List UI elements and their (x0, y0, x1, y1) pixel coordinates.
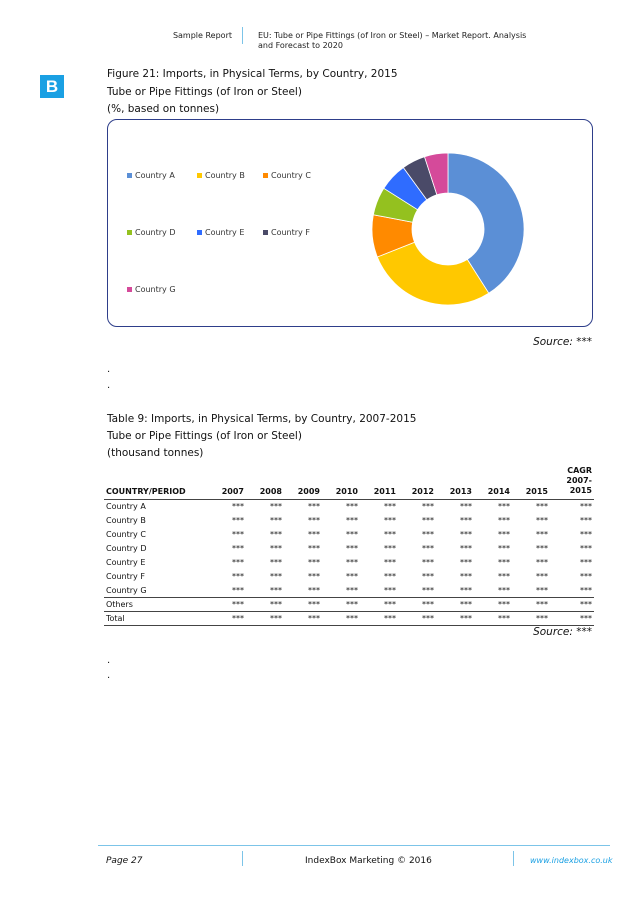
legend-label: Country B (205, 171, 245, 180)
table-cell: *** (580, 544, 592, 553)
header-title-line-1: EU: Tube or Pipe Fittings (of Iron or Steel) – Market Report. Analysis (258, 31, 527, 40)
table-caption-title: Table 9: Imports, in Physical Terms, by Country, 2007-2015 (107, 413, 417, 425)
table-source: Source: *** (533, 626, 592, 638)
table-cell: *** (580, 572, 592, 581)
table-cell: *** (536, 600, 548, 609)
table-cell: *** (498, 530, 510, 539)
table-cell: *** (270, 600, 282, 609)
footer-rule (98, 845, 610, 846)
row-label: Country A (106, 502, 146, 512)
table-row (104, 528, 594, 542)
legend-swatch (263, 230, 268, 235)
table-cell: *** (346, 530, 358, 539)
table-cell: *** (422, 530, 434, 539)
table-cell: *** (346, 585, 358, 595)
table-cell: *** (422, 600, 434, 609)
table-cell: *** (270, 544, 282, 553)
table-cell: *** (384, 572, 396, 581)
column-header-year: 2011 (373, 487, 396, 496)
legend-item (197, 171, 245, 180)
column-header-year: 2015 (525, 487, 548, 496)
header-title-line-2: and Forecast to 2020 (258, 41, 343, 50)
column-header-country: COUNTRY/PERIOD (106, 487, 186, 496)
donut-hole (412, 193, 484, 265)
table-cell: *** (498, 502, 510, 512)
table-cell: *** (232, 502, 244, 512)
legend-swatch (127, 173, 132, 178)
table-cell: *** (460, 585, 472, 595)
table-cell: *** (422, 558, 434, 567)
table-cell: *** (308, 516, 320, 525)
table-cell: *** (460, 600, 472, 609)
figure-caption-product: Tube or Pipe Fittings (of Iron or Steel) (107, 86, 302, 98)
legend-swatch (127, 230, 132, 235)
table-cell: *** (536, 585, 548, 595)
table-cell: *** (346, 614, 358, 623)
table-row (104, 514, 594, 528)
page-number: Page 27 (106, 856, 143, 866)
table-cell: *** (384, 585, 396, 595)
table-cell: *** (270, 614, 282, 623)
table-cell: *** (580, 530, 592, 539)
table-cell: *** (460, 558, 472, 567)
table-cell: *** (232, 614, 244, 623)
row-label: Country D (106, 544, 147, 553)
table-cell: *** (384, 614, 396, 623)
cagr-line-1: CAGR (567, 466, 592, 475)
table-cell: *** (232, 585, 244, 595)
table-cell: *** (308, 600, 320, 609)
column-header-year: 2014 (487, 487, 510, 496)
donut-chart (370, 151, 526, 307)
table-cell: *** (308, 585, 320, 595)
table-cell: *** (580, 614, 592, 623)
table-cell: *** (580, 600, 592, 609)
table-cell: *** (270, 530, 282, 539)
table-cell: *** (580, 516, 592, 525)
table-cell: *** (422, 572, 434, 581)
legend-item (263, 171, 311, 180)
table-cell: *** (270, 572, 282, 581)
row-label: Others (106, 600, 133, 609)
row-label: Country B (106, 516, 146, 525)
separator-dot: . (107, 655, 111, 666)
separator-dot: . (107, 380, 111, 391)
table-cell: *** (460, 502, 472, 512)
table-header-row (104, 466, 594, 500)
row-label: Total (106, 614, 125, 623)
table-cell: *** (270, 502, 282, 512)
table-cell: *** (232, 544, 244, 553)
table-row (104, 542, 594, 556)
column-header-year: 2007 (221, 487, 244, 496)
legend-label: Country E (205, 228, 245, 237)
table-cell: *** (460, 530, 472, 539)
footer-divider (242, 851, 243, 866)
table-cell: *** (460, 544, 472, 553)
table-cell: *** (384, 558, 396, 567)
table-cell: *** (498, 585, 510, 595)
cagr-line-3: 2015 (569, 486, 592, 495)
table-cell: *** (498, 544, 510, 553)
legend-swatch (197, 230, 202, 235)
header-report-type: Sample Report (172, 31, 232, 40)
table-cell: *** (232, 572, 244, 581)
legend-label: Country A (135, 171, 175, 180)
website-link[interactable]: www.indexbox.co.uk (530, 856, 613, 865)
figure-caption-unit: (%, based on tonnes) (107, 103, 220, 115)
table-cell: *** (308, 614, 320, 623)
legend-item (127, 171, 175, 180)
table-row (104, 556, 594, 570)
table-cell: *** (422, 544, 434, 553)
table-cell: *** (536, 502, 548, 512)
table-caption-product: Tube or Pipe Fittings (of Iron or Steel) (107, 430, 302, 442)
table-cell: *** (422, 614, 434, 623)
legend-label: Country D (135, 228, 176, 237)
legend-swatch (127, 287, 132, 292)
table-cell: *** (498, 516, 510, 525)
legend-label: Country G (135, 285, 176, 294)
table-cell: *** (536, 558, 548, 567)
header-divider (242, 27, 243, 44)
table-cell: *** (232, 558, 244, 567)
table-cell: *** (308, 544, 320, 553)
imports-table (104, 466, 594, 626)
figure-caption-title: Figure 21: Imports, in Physical Terms, by Country, 2015 (107, 68, 398, 80)
table-cell: *** (498, 558, 510, 567)
table-cell: *** (422, 585, 434, 595)
table-cell: *** (580, 585, 592, 595)
table-cell: *** (346, 572, 358, 581)
separator-dot: . (107, 670, 111, 681)
table-cell: *** (536, 572, 548, 581)
row-label: Country G (106, 585, 147, 595)
figure-source: Source: *** (533, 336, 592, 348)
legend-swatch (263, 173, 268, 178)
table-cell: *** (232, 516, 244, 525)
table-cell: *** (536, 530, 548, 539)
table-cell: *** (422, 502, 434, 512)
row-label: Country C (106, 530, 146, 539)
table-cell: *** (384, 544, 396, 553)
table-cell: *** (384, 600, 396, 609)
table-cell: *** (498, 572, 510, 581)
table-cell: *** (232, 530, 244, 539)
table-cell: *** (536, 516, 548, 525)
cagr-line-2: 2007- (566, 476, 592, 485)
table-cell: *** (422, 516, 434, 525)
legend-item (127, 228, 175, 237)
column-header-year: 2010 (335, 487, 358, 496)
table-cell: *** (270, 585, 282, 595)
legend-label: Country F (271, 228, 310, 237)
table-cell: *** (346, 502, 358, 512)
table-cell: *** (580, 558, 592, 567)
row-label: Country E (106, 558, 146, 567)
table-cell: *** (308, 530, 320, 539)
column-header-year: 2012 (411, 487, 434, 496)
column-header-year: 2008 (259, 487, 282, 496)
indexbox-logo: B (40, 75, 64, 98)
table-row (104, 598, 594, 612)
table-cell: *** (346, 558, 358, 567)
header-report-title (258, 31, 578, 51)
table-cell: *** (384, 502, 396, 512)
table-cell: *** (346, 544, 358, 553)
table-cell: *** (232, 600, 244, 609)
legend-swatch (197, 173, 202, 178)
table-cell: *** (346, 600, 358, 609)
table-cell: *** (536, 614, 548, 623)
table-cell: *** (498, 600, 510, 609)
footer-copyright: IndexBox Marketing © 2016 (305, 856, 432, 866)
table-cell: *** (384, 516, 396, 525)
column-header-cagr (550, 466, 594, 500)
table-cell: *** (308, 502, 320, 512)
table-row (104, 612, 594, 626)
table-cell: *** (460, 516, 472, 525)
table-cell: *** (580, 502, 592, 512)
table-cell: *** (384, 530, 396, 539)
table-cell: *** (346, 516, 358, 525)
legend-item (263, 228, 310, 237)
table-cell: *** (536, 544, 548, 553)
column-header-year: 2013 (449, 487, 472, 496)
table-caption-unit: (thousand tonnes) (107, 447, 204, 459)
legend-item (197, 228, 244, 237)
column-header-year: 2009 (297, 487, 320, 496)
table-cell: *** (460, 572, 472, 581)
table-row (104, 500, 594, 514)
table-cell: *** (270, 558, 282, 567)
footer-divider (513, 851, 514, 866)
row-label: Country F (106, 572, 145, 581)
separator-dot: . (107, 364, 111, 375)
table-row (104, 584, 594, 598)
table-cell: *** (460, 614, 472, 623)
table-cell: *** (308, 558, 320, 567)
legend-item (127, 285, 176, 294)
table-cell: *** (498, 614, 510, 623)
table-cell: *** (308, 572, 320, 581)
table-cell: *** (270, 516, 282, 525)
table-row (104, 570, 594, 584)
legend-label: Country C (271, 171, 311, 180)
